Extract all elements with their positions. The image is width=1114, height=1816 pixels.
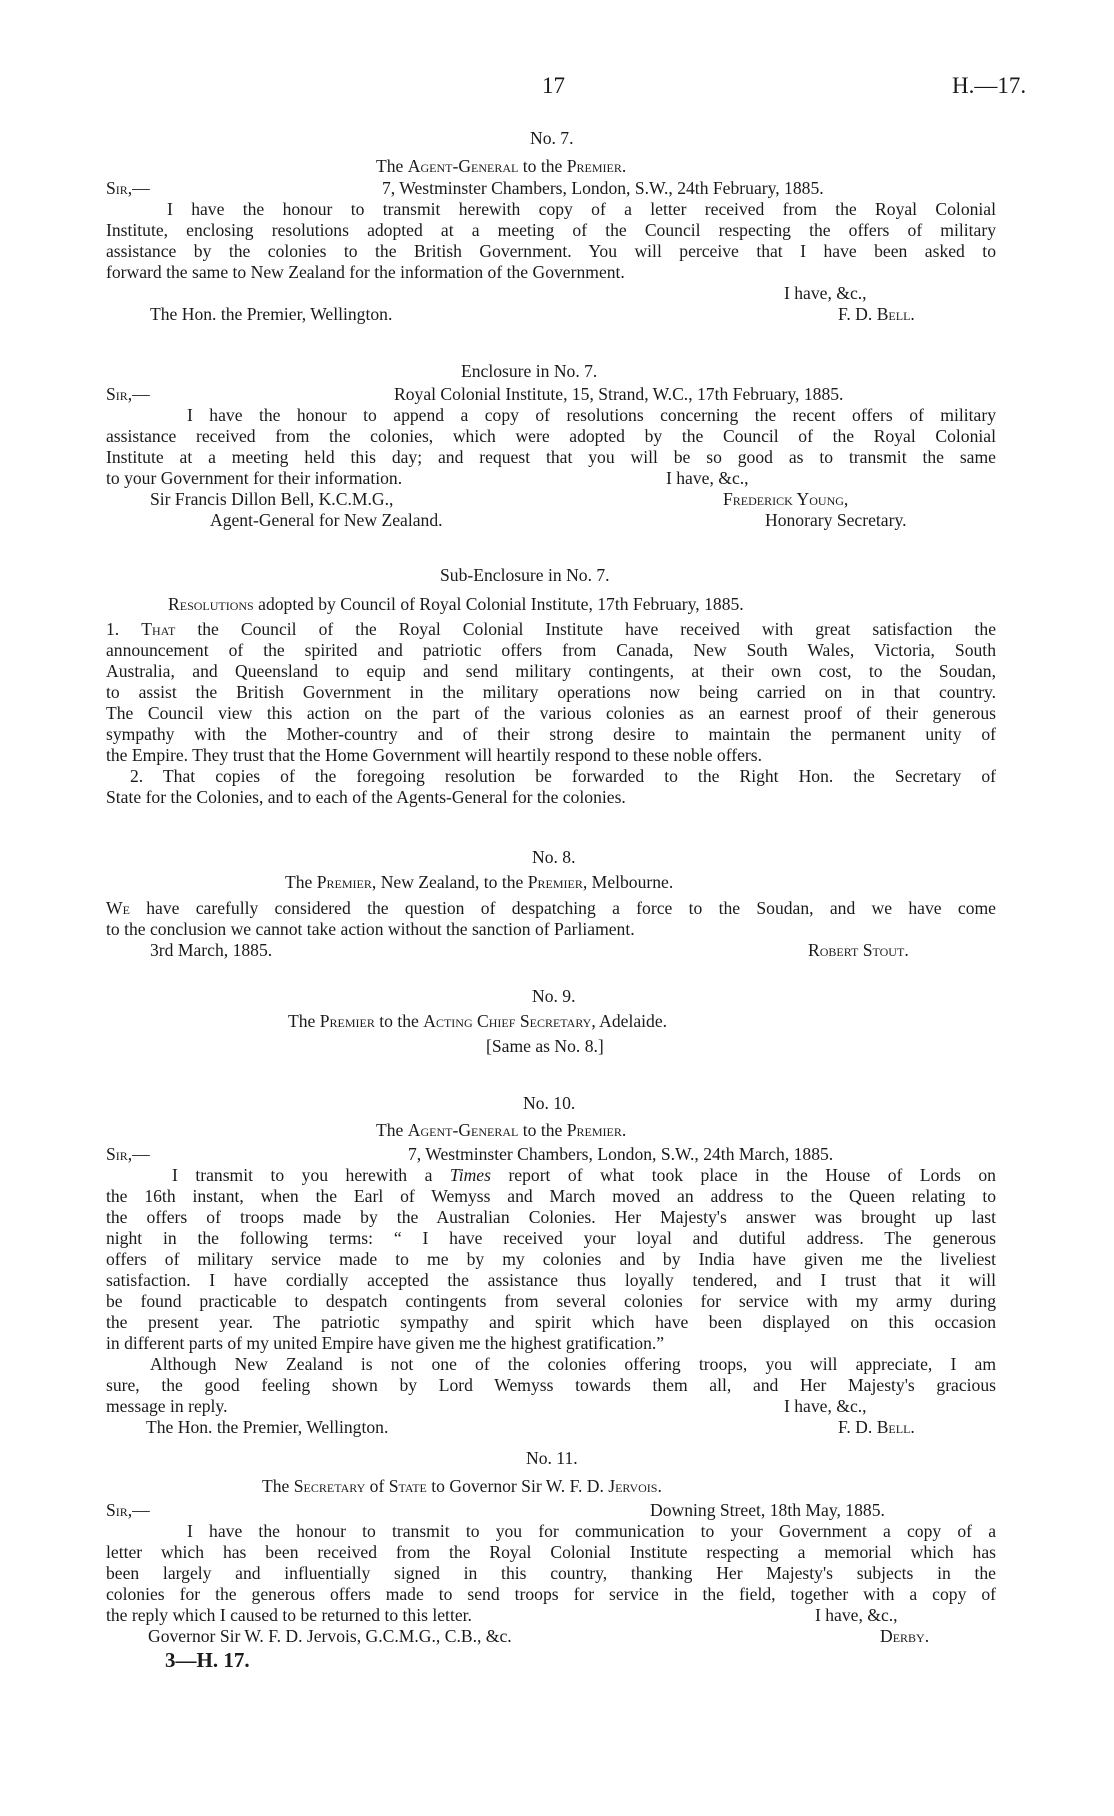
section-10-address: 7, Westminster Chambers, London, S.W., 24th March, 1885. <box>408 1144 834 1164</box>
section-10-title: The Agent-General to the Premier. <box>376 1120 627 1140</box>
section-11-line: the reply which I caused to be returned to this letter. <box>106 1605 472 1625</box>
resolution-2-line: 2. That copies of the foregoing resolution be forwarded to the Right Hon. the Secretary of <box>130 766 996 786</box>
section-10-line: the 16th instant, when the Earl of Wemyss and March moved an address to the Queen relating to <box>106 1186 996 1206</box>
section-7-signature: F. D. Bell. <box>838 304 915 324</box>
section-11-number: No. 11. <box>526 1448 578 1468</box>
section-7-addressee: The Hon. the Premier, Wellington. <box>150 304 393 324</box>
section-8-line: We have carefully considered the question of despatching a force to the Soudan, and we have come <box>106 898 996 918</box>
resolution-1-line: The Council view this action on the part of the various colonies as an earnest proof of their generous <box>106 703 996 723</box>
section-11-addressee: Governor Sir W. F. D. Jervois, G.C.M.G., C.B., &c. <box>148 1626 512 1646</box>
section-11-address: Downing Street, 18th May, 1885. <box>650 1500 885 1520</box>
section-10-line: I transmit to you herewith a Times report of what took place in the House of Lords on <box>172 1165 996 1185</box>
section-10-salutation: Sir,— <box>106 1144 150 1164</box>
sub-enclosure-7-title: Resolutions adopted by Council of Royal Colonial Institute, 17th February, 1885. <box>168 594 744 614</box>
resolution-1-line: to assist the British Government in the military operations now being carried on in that country. <box>106 682 996 702</box>
enclosure-7-line: I have the honour to append a copy of resolutions concerning the recent offers of military <box>187 405 996 425</box>
resolution-2-line: State for the Colonies, and to each of the Agents-General for the colonies. <box>106 787 626 807</box>
page-number: 17 <box>542 73 565 98</box>
section-10-number: No. 10. <box>523 1093 576 1113</box>
section-11-signature: Derby. <box>880 1626 930 1646</box>
enclosure-7-signature: Frederick Young, <box>723 489 849 509</box>
section-10-addressee: The Hon. the Premier, Wellington. <box>146 1417 389 1437</box>
section-7-line: assistance by the colonies to the British Government. You will perceive that I have been asked to <box>106 241 996 261</box>
section-7-line: forward the same to New Zealand for the information of the Government. <box>106 262 625 282</box>
section-10-signature: F. D. Bell. <box>838 1417 915 1437</box>
section-11-closing: I have, &c., <box>815 1605 898 1625</box>
section-7-salutation: Sir,— <box>106 178 150 198</box>
enclosure-7-closing: I have, &c., <box>666 468 749 488</box>
section-8-line: to the conclusion we cannot take action without the sanction of Parliament. <box>106 919 635 939</box>
footer-code: 3—H. 17. <box>165 1648 250 1672</box>
section-9-title: The Premier to the Acting Chief Secretary, Adelaide. <box>288 1011 668 1031</box>
enclosure-7-heading: Enclosure in No. 7. <box>461 361 598 381</box>
enclosure-7-line: to your Government for their information. <box>106 468 403 488</box>
enclosure-7-line: assistance received from the colonies, which were adopted by the Council of the Royal Colonial <box>106 426 996 446</box>
section-10-closing: I have, &c., <box>784 1396 867 1416</box>
enclosure-7-line: Institute at a meeting held this day; and request that you will be so good as to transmit the same <box>106 447 996 467</box>
sub-enclosure-7-heading: Sub-Enclosure in No. 7. <box>440 565 610 585</box>
section-11-line: been largely and influentially signed in this country, thanking Her Majesty's subjects in the <box>106 1563 996 1583</box>
section-8-date: 3rd March, 1885. <box>150 940 273 960</box>
enclosure-7-salutation: Sir,— <box>106 384 150 404</box>
section-11-line: letter which has been received from the Royal Colonial Institute respecting a memorial which has <box>106 1542 996 1562</box>
enclosure-7-addressee: Agent-General for New Zealand. <box>210 510 443 530</box>
section-7-closing: I have, &c., <box>784 283 867 303</box>
section-7-line: Institute, enclosing resolutions adopted at a meeting of the Council respecting the offers of military <box>106 220 996 240</box>
enclosure-7-signature-title: Honorary Secretary. <box>765 510 907 530</box>
section-11-line: colonies for the generous offers made to send troops for service in the field, together with a copy of <box>106 1584 996 1604</box>
section-7-title: The Agent-General to the Premier. <box>376 156 627 176</box>
enclosure-7-address: Royal Colonial Institute, 15, Strand, W.C., 17th February, 1885. <box>394 384 844 404</box>
resolution-1-line: the Empire. They trust that the Home Government will heartily respond to these noble offers. <box>106 745 763 765</box>
resolution-1-line: 1. That the Council of the Royal Colonial Institute have received with great satisfaction the <box>106 619 997 639</box>
section-10-line: message in reply. <box>106 1396 228 1416</box>
section-7-number: No. 7. <box>530 128 574 148</box>
section-8-title: The Premier, New Zealand, to the Premier, Melbourne. <box>285 872 674 892</box>
section-10-line: night in the following terms: “ I have received your loyal and dutiful address. The generous <box>106 1228 996 1248</box>
resolution-1-line: announcement of the spirited and patriotic offers from Canada, New South Wales, Victoria, South <box>106 640 996 660</box>
enclosure-7-addressee: Sir Francis Dillon Bell, K.C.M.G., <box>150 489 394 509</box>
section-10-line: Although New Zealand is not one of the colonies offering troops, you will appreciate, I am <box>150 1354 996 1374</box>
section-9-note: [Same as No. 8.] <box>486 1036 604 1056</box>
section-11-line: I have the honour to transmit to you for communication to your Government a copy of a <box>187 1521 996 1541</box>
document-code: H.—17. <box>952 73 1027 98</box>
section-11-title: The Secretary of State to Governor Sir W. F. D. Jervois. <box>262 1476 662 1496</box>
resolution-1-line: sympathy with the Mother-country and of their strong desire to maintain the permanent unity of <box>106 724 996 744</box>
section-7-address: 7, Westminster Chambers, London, S.W., 24th February, 1885. <box>382 178 824 198</box>
section-10-line: the present year. The patriotic sympathy and spirit which have been displayed on this occasion <box>106 1312 996 1332</box>
section-10-line: offers of military service made to me by my colonies and by India have given me the liveliest <box>106 1249 996 1269</box>
section-10-line: the offers of troops made by the Australian Colonies. Her Majesty's answer was brought up last <box>106 1207 996 1227</box>
section-7-line: I have the honour to transmit herewith copy of a letter received from the Royal Colonial <box>167 199 996 219</box>
resolution-1-line: Australia, and Queensland to equip and send military contingents, at their own cost, to the Soudan, <box>106 661 996 681</box>
section-10-line: be found practicable to despatch contingents from several colonies for service with my army during <box>106 1291 996 1311</box>
section-8-signature: Robert Stout. <box>808 940 909 960</box>
section-8-number: No. 8. <box>532 847 576 867</box>
section-11-salutation: Sir,— <box>106 1500 150 1520</box>
section-10-line: satisfaction. I have cordially accepted the assistance thus loyally tendered, and I trust that it will <box>106 1270 996 1290</box>
section-10-line: in different parts of my united Empire have given me the highest gratification.” <box>106 1333 665 1353</box>
section-10-line: sure, the good feeling shown by Lord Wemyss towards them all, and Her Majesty's gracious <box>106 1375 996 1395</box>
section-9-number: No. 9. <box>532 986 576 1006</box>
